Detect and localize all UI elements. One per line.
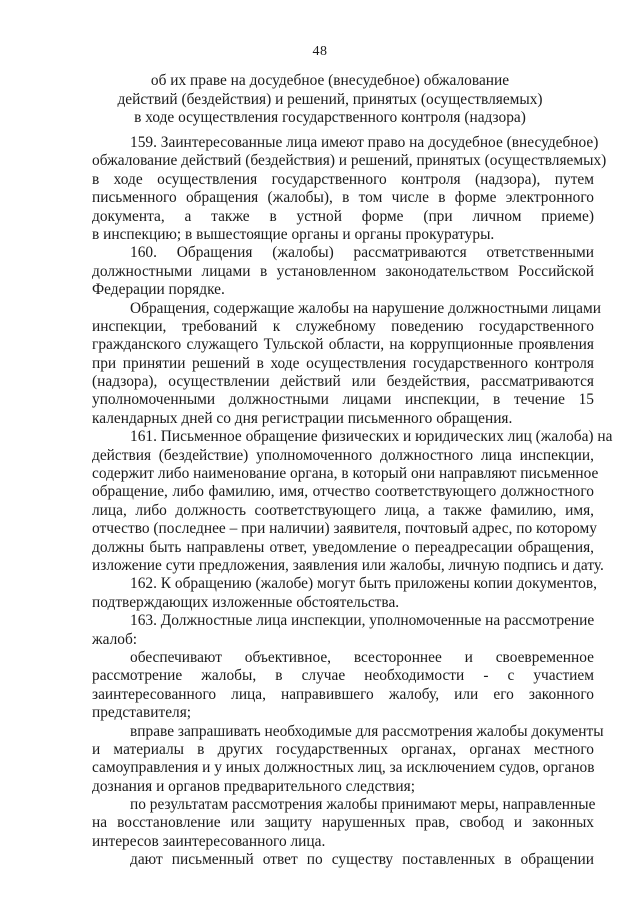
text-line: должностными лицами в установленном законодательством Российской	[92, 262, 594, 280]
section-heading	[90, 72, 570, 128]
text-line: 163. Должностные лица инспекции, уполномоченные на рассмотрение	[130, 612, 595, 630]
text-line: обращение, либо фамилию, имя, отчество соответствующего должностного	[92, 483, 594, 501]
heading-line: об их праве на досудебное (внесудебное) обжалование	[150, 72, 510, 89]
document-body	[92, 134, 613, 870]
text-line: письменного обращения (жалобы), в том числе в форме электронного	[92, 189, 594, 207]
text-line: 162. К обращению (жалобе) могут быть приложены копии документов,	[130, 575, 597, 593]
text-line: заинтересованного лица, направившего жалобу, или его законного	[92, 685, 594, 703]
text-line: на восстановление или защиту нарушенных прав, свобод и законных	[92, 814, 594, 832]
text-line: дознания и органов предварительного следствия;	[92, 777, 415, 795]
text-line: инспекции, требований к служебному поведению государственного	[92, 317, 594, 335]
text-line: Федерации порядке.	[92, 281, 225, 299]
text-line: гражданского служащего Тульской области, на коррупционные проявления	[92, 336, 594, 354]
text-line: при принятии решений в ходе осуществления государственного контроля	[92, 354, 594, 372]
text-line: календарных дней со дня регистрации письменного обращения.	[92, 409, 513, 427]
paragraph	[92, 649, 594, 723]
text-line: (надзора), осуществлении действий или бездействия, рассматриваются	[92, 373, 594, 391]
text-line: 161. Письменное обращение физических и юридических лиц (жалоба) на	[130, 428, 613, 446]
text-line: отчество (последнее – при наличии) заявителя, почтовый адрес, по которому	[92, 520, 597, 538]
text-line: дают письменный ответ по существу поставленных в обращении	[130, 851, 594, 869]
text-line: в инспекцию; в вышестоящие органы и органы прокуратуры.	[92, 225, 495, 243]
paragraph	[92, 299, 601, 429]
page-number: 48	[312, 44, 328, 59]
text-line: должны быть направлены ответ, уведомление о переадресации обращения,	[92, 538, 594, 556]
text-line: обеспечивают объективное, всестороннее и своевременное	[130, 648, 594, 666]
paragraph	[92, 722, 604, 797]
text-line: Обращения, содержащие жалобы на нарушение должностными лицами	[130, 299, 601, 317]
text-line: вправе запрашивать необходимые для рассмотрения жалобы документы	[130, 722, 604, 740]
text-line: интересов заинтересованного лица.	[92, 832, 326, 850]
text-line: в ходе осуществления государственного контроля (надзора), путем	[92, 170, 594, 188]
heading-line: в ходе осуществления государственного контроля (надзора)	[134, 109, 526, 126]
text-line: по результатам рассмотрения жалобы принимают меры, направленные	[130, 796, 596, 814]
text-line: уполномоченными должностными лицами инспекции, в течение 15	[92, 391, 594, 409]
paragraph	[92, 796, 594, 851]
text-line: 160. Обращения (жалобы) рассматриваются ответственными	[130, 244, 594, 262]
text-line: 159. Заинтересованные лица имеют право на досудебное (внесудебное)	[130, 134, 599, 151]
text-line: действия (бездействие) уполномоченного должностного лица инспекции,	[92, 446, 594, 464]
text-line: содержит либо наименование органа, в который они направляют письменное	[92, 465, 599, 483]
text-line: рассмотрение жалобы, в случае необходимости - с участием	[92, 667, 594, 685]
paragraph	[92, 612, 594, 649]
text-line: самоуправления и у иных должностных лиц, за исключением судов, органов	[92, 759, 595, 777]
text-line: жалоб:	[92, 630, 138, 648]
heading-line: действий (бездействия) и решений, принятых (осуществляемых)	[117, 90, 543, 108]
paragraph	[92, 428, 613, 575]
text-line: изложение сути предложения, заявления или жалобы, личную подпись и дату.	[92, 556, 604, 574]
paragraph	[92, 244, 594, 299]
text-line: обжалование действий (бездействия) и решений, принятых (осуществляемых)	[92, 152, 607, 170]
text-line: подтверждающих изложенные обстоятельства.	[92, 593, 400, 611]
paragraph	[92, 134, 607, 244]
text-line: представителя;	[92, 704, 192, 722]
text-line: и материалы в других государственных органах, органах местного	[92, 740, 594, 758]
paragraph	[92, 851, 594, 869]
paragraph	[92, 575, 597, 612]
text-line: лица, либо должность соответствующего лица, а также фамилию, имя,	[92, 501, 594, 519]
text-line: документа, а также в устной форме (при личном приеме)	[92, 207, 594, 225]
